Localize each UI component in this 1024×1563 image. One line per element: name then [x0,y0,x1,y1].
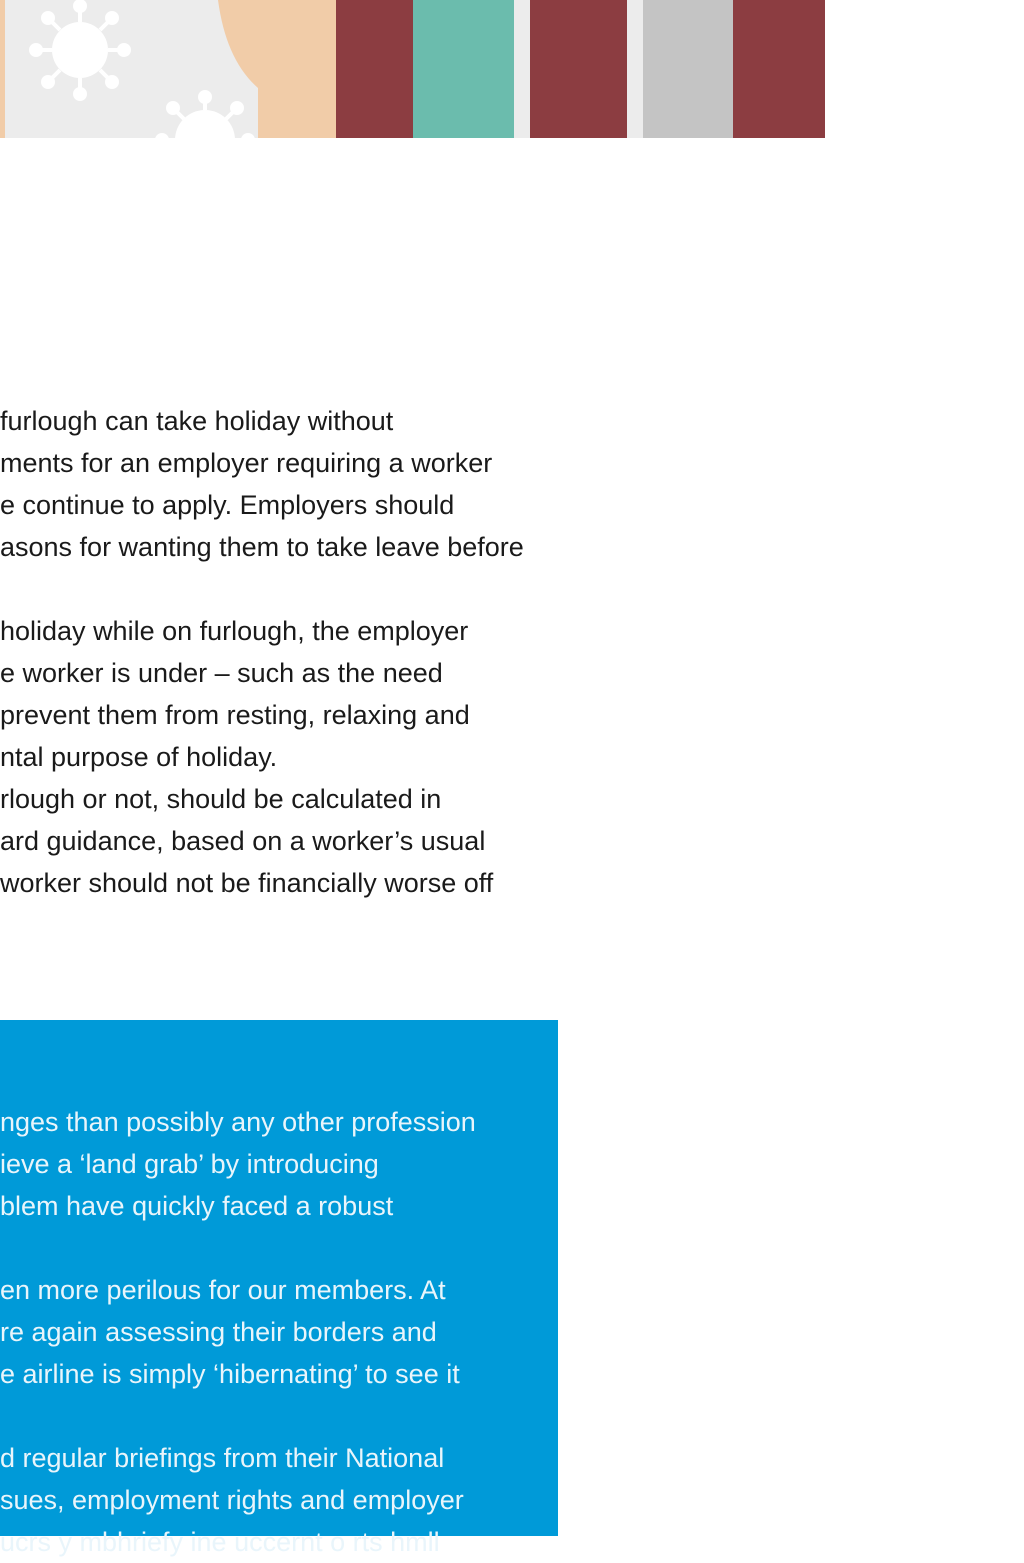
callout-line: sues, employment rights and employer [0,1485,464,1515]
body-line: ments for an employer requiring a worker [0,448,493,478]
paragraph-gap [0,568,570,610]
callout-text [0,1101,476,1563]
body-line: ard guidance, based on a worker’s usual [0,826,486,856]
body-line: worker should not be financially worse off [0,868,494,898]
body-text [0,400,570,904]
banner-bar-grey [643,0,733,138]
body-line: asons for wanting them to take leave before [0,532,524,562]
body-line: holiday while on furlough, the employer [0,616,469,646]
banner-bar-maroon-1 [336,0,413,138]
body-line: e continue to apply. Employers should [0,490,455,520]
banner-gap-grey-1 [514,0,530,138]
banner-bar-maroon-2 [530,0,627,138]
callout-line: en more perilous for our members. At [0,1275,446,1305]
body-line: rlough or not, should be calculated in [0,784,442,814]
banner-gap-grey-2 [627,0,643,138]
banner-bar-teal [413,0,514,138]
callout-line: blem have quickly faced a robust [0,1191,394,1221]
header-banner [0,0,1024,138]
callout-line: e airline is simply ‘hibernating’ to see it [0,1359,460,1389]
body-line: ntal purpose of holiday. [0,742,278,772]
callout-line: nges than possibly any other profession [0,1107,476,1137]
paragraph-gap [0,1227,476,1269]
banner-bar-maroon-3 [733,0,825,138]
body-line: e worker is under – such as the need [0,658,443,688]
callout-line: d regular briefings from their National [0,1443,445,1473]
callout-line: re again assessing their borders and [0,1317,437,1347]
callout-panel [0,1020,558,1557]
body-line: prevent them from resting, relaxing and [0,700,470,730]
callout-line: ucrs y mbhriefy ine uccernt o rts hmll [0,1527,440,1557]
callout-line: ieve a ‘land grab’ by introducing [0,1149,379,1179]
body-line: furlough can take holiday without [0,406,394,436]
paragraph-gap [0,1395,476,1437]
virus-icon [31,1,129,99]
banner-peach-strip [0,0,5,138]
